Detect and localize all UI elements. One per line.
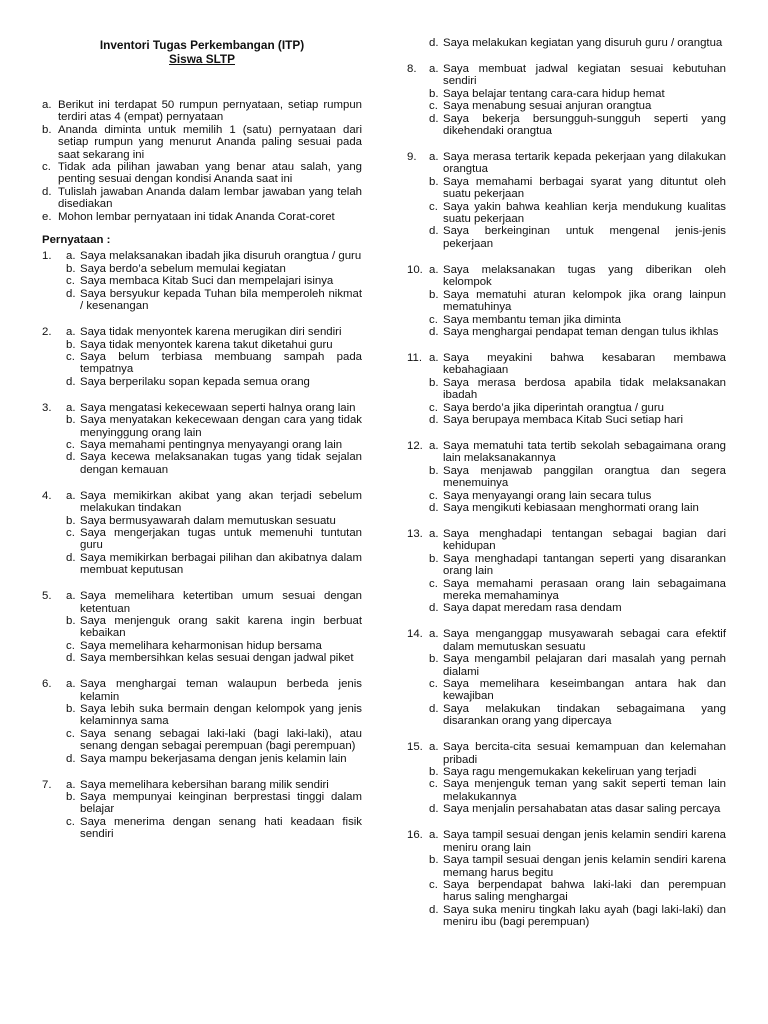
option-letter: a. — [66, 401, 76, 414]
right-column — [407, 0, 726, 942]
option-letter: b. — [429, 87, 439, 100]
option-text: Saya menyayangi orang lain secara tulus — [443, 489, 652, 502]
option-letter: c. — [429, 100, 438, 113]
option-letter: a. — [429, 741, 439, 754]
question-item — [42, 490, 362, 577]
question-item — [42, 678, 362, 765]
option-letter: b. — [66, 791, 76, 804]
question-number — [407, 176, 429, 201]
option-text: Saya tidak menyontek karena merugikan diri sendiri — [80, 326, 342, 339]
question-number: 7. — [42, 778, 52, 791]
question-option — [42, 791, 362, 816]
question-number — [407, 490, 429, 502]
question-number — [42, 288, 66, 313]
question-option — [407, 879, 726, 904]
question-option — [407, 578, 726, 603]
option-text: Saya melaksanakan tugas yang diberikan oleh kelompok — [443, 263, 726, 289]
question-number: 1. — [42, 250, 52, 263]
option-text: Saya berdo’a sebelum memulai kegiatan — [80, 262, 286, 275]
option-letter: b. — [429, 766, 439, 779]
option-letter: a. — [429, 151, 439, 164]
option-letter: d. — [429, 602, 439, 615]
option-text: Saya suka meniru tingkah laku ayah (bagi laki-laki) dan meniru ibu (bagi perempuan) — [443, 903, 726, 929]
option-text: Saya mempunyai keinginan berprestasi tinggi dalam belajar — [80, 791, 362, 816]
question-number — [42, 275, 66, 287]
option-text: Saya memahami berbagai syarat yang dituntut oleh suatu pekerjaan — [443, 175, 726, 201]
question-option — [42, 703, 362, 728]
question-option — [42, 590, 362, 615]
question-number — [42, 527, 66, 552]
option-text: Saya ragu mengemukakan kekeliruan yang terjadi — [443, 766, 697, 779]
question-option — [42, 351, 362, 376]
left-column — [42, 0, 362, 854]
option-text: Saya mengerjakan tugas untuk memenuhi tuntutan guru — [80, 526, 362, 552]
question-item — [407, 528, 726, 615]
question-option — [407, 465, 726, 490]
option-text: Saya memelihara ketertiban umum sesuai dengan ketentuan — [80, 590, 362, 615]
question-number — [407, 653, 429, 678]
option-letter: d. — [66, 551, 76, 564]
question-option — [42, 414, 362, 439]
question-number — [407, 289, 429, 314]
question-option — [407, 703, 726, 728]
question-number — [407, 326, 429, 338]
option-text: Saya memikirkan berbagai pilihan dan akibatnya dalam membuat keputusan — [80, 551, 362, 577]
option-text: Saya menghadapi tentangan sebagai bagian dari kehidupan — [443, 527, 726, 553]
option-text: Saya memelihara keseimbangan antara hak dan kewajiban — [443, 678, 726, 703]
instruction-item — [42, 161, 362, 186]
instruction-item — [42, 186, 362, 211]
question-option — [407, 904, 726, 929]
question-number — [407, 201, 429, 226]
option-text: Saya tidak menyontek karena takut diketahui guru — [80, 338, 333, 351]
question-number — [42, 451, 66, 476]
option-text: Saya menerima dengan senang hati keadaan fisik sendiri — [80, 815, 362, 841]
question-item — [407, 264, 726, 338]
option-text: Saya mengambil pelajaran dari masalah yang pernah dialami — [443, 653, 726, 678]
question-number — [407, 879, 429, 904]
question-option — [407, 176, 726, 201]
question-option — [42, 779, 362, 791]
option-text: Saya mampu bekerjasama dengan jenis kelamin lain — [80, 752, 347, 765]
option-text: Saya menjenguk teman yang sakit seperti teman lain melakukannya — [443, 778, 726, 803]
question-option — [42, 376, 362, 388]
option-text: Saya meyakini bahwa kesabaran membawa kebahagiaan — [443, 351, 726, 377]
option-letter: a. — [66, 590, 76, 603]
option-letter: c. — [66, 438, 75, 451]
option-text: Saya memelihara kebersihan barang milik sendiri — [80, 778, 329, 791]
question-number: 11. — [407, 351, 422, 364]
instruction-item — [42, 211, 362, 223]
option-letter: b. — [429, 376, 439, 389]
question-number — [42, 515, 66, 527]
question-option — [407, 829, 726, 854]
option-letter: d. — [66, 287, 76, 300]
option-text: Saya menghargai pendapat teman dengan tulus ikhlas — [443, 325, 719, 338]
question-option — [407, 678, 726, 703]
question-number — [407, 314, 429, 326]
option-text: Saya lebih suka bermain dengan kelompok yang jenis kelaminnya sama — [80, 703, 362, 728]
option-letter: c. — [429, 200, 438, 213]
question-number — [42, 414, 66, 439]
question-option — [407, 602, 726, 614]
question-number: 15. — [407, 741, 423, 754]
question-option — [407, 778, 726, 803]
question-list-right — [407, 63, 726, 929]
option-text: Saya menabung sesuai anjuran orangtua — [443, 100, 652, 113]
question-option — [42, 339, 362, 351]
question-number — [42, 816, 66, 841]
option-letter: b. — [429, 552, 439, 565]
question-option — [42, 753, 362, 765]
option-letter: c. — [66, 350, 75, 363]
question-number: 6. — [42, 678, 52, 691]
question-option — [407, 201, 726, 226]
question-number — [407, 88, 429, 100]
option-letter: d. — [429, 112, 439, 125]
question-item — [42, 326, 362, 388]
question-number — [407, 37, 429, 49]
question-option — [42, 515, 362, 527]
question-option — [407, 766, 726, 778]
option-letter: d. — [429, 325, 439, 338]
option-letter: b. — [429, 854, 439, 867]
question-option — [407, 528, 726, 553]
question-item — [407, 352, 726, 426]
option-text: Saya menjenguk orang sakit karena ingin berbuat kebaikan — [80, 615, 362, 640]
option-letter: c. — [429, 678, 438, 691]
option-text: Saya membersihkan kelas sesuai dengan jadwal piket — [80, 652, 354, 665]
option-letter: b. — [66, 514, 76, 527]
option-letter: c. — [429, 313, 438, 326]
question-option — [407, 490, 726, 502]
question-option — [407, 314, 726, 326]
option-letter: d. — [66, 375, 76, 388]
option-text: Saya mengatasi kekecewaan seperti halnya orang lain — [80, 401, 356, 414]
question-number — [42, 376, 66, 388]
question-number — [407, 678, 429, 703]
question-option — [407, 854, 726, 879]
question-option — [42, 527, 362, 552]
instruction-marker: c. — [42, 161, 51, 174]
question-option — [407, 628, 726, 653]
option-letter: c. — [429, 577, 438, 590]
option-letter: b. — [429, 288, 439, 301]
option-letter: b. — [429, 464, 439, 477]
instruction-text: Tulislah jawaban Ananda dalam lembar jawaban yang telah disediakan — [58, 185, 362, 211]
option-text: Saya senang sebagai laki-laki (bagi laki-laki), atau senang dengan sebagai perempuan (bagi perempuan) — [80, 727, 362, 753]
question-option — [42, 275, 362, 287]
option-text: Saya membuat jadwal kegiatan sesuai kebutuhan sendiri — [443, 63, 726, 88]
question-option — [407, 741, 726, 766]
question-number: 10. — [407, 263, 423, 276]
option-text: Saya menyatakan kekecewaan dengan cara yang tidak menyinggung orang lain — [80, 414, 362, 439]
question-number — [407, 100, 429, 112]
question-option — [407, 289, 726, 314]
question-option — [42, 451, 362, 476]
instruction-text: Mohon lembar pernyataan ini tidak Ananda Corat-coret — [58, 210, 335, 223]
option-letter: d. — [429, 37, 439, 49]
question-option — [407, 553, 726, 578]
option-text: Saya tampil sesuai dengan jenis kelamin sendiri karena memang harus begitu — [443, 854, 726, 879]
option-letter: a. — [429, 527, 439, 540]
instruction-text: Ananda diminta untuk memilih 1 (satu) pernyataan dari setiap rumpun yang menurut Ananda paling sesuai pada saat sekarang ini — [58, 123, 362, 161]
option-letter: d. — [429, 501, 439, 514]
question-option — [407, 326, 726, 338]
option-text: Saya melakukan tindakan sebagaimana yang disarankan orang yang dipercaya — [443, 702, 726, 728]
question-option — [407, 113, 726, 138]
question-item — [42, 402, 362, 476]
question-number — [42, 753, 66, 765]
question-number: 14. — [407, 628, 423, 641]
option-text: Saya membaca Kitab Suci dan mempelajari isinya — [80, 275, 334, 288]
option-text: Saya kecewa melaksanakan tugas yang tidak sejalan dengan kemauan — [80, 451, 362, 476]
question-number — [42, 351, 66, 376]
question-option — [407, 377, 726, 402]
question-number — [407, 225, 429, 250]
question-number — [407, 602, 429, 614]
option-text: Saya bekerja bersungguh-sungguh seperti yang dikehendaki orangtua — [443, 112, 726, 138]
option-text: Saya bercita-cita sesuai kemampuan dan kelemahan pribadi — [443, 741, 726, 766]
question-number: 4. — [42, 489, 52, 502]
question-item — [407, 440, 726, 514]
instructions-list — [42, 99, 362, 223]
instruction-marker: d. — [42, 185, 52, 198]
option-text: Saya menghargai teman walaupun berbeda jenis kelamin — [80, 678, 362, 703]
question-number — [407, 113, 429, 138]
option-letter: b. — [66, 338, 76, 351]
question-number: 9. — [407, 151, 417, 164]
option-text: Saya memahami pentingnya menyayangi orang lain — [80, 438, 343, 451]
question-number — [42, 640, 66, 652]
option-text: Saya tampil sesuai dengan jenis kelamin sendiri karena meniru orang lain — [443, 829, 726, 854]
option-letter: c. — [429, 401, 438, 414]
question-option — [407, 88, 726, 100]
question-option — [407, 151, 726, 176]
option-text: Saya menghadapi tantangan seperti yang disarankan orang lain — [443, 552, 726, 578]
option-letter: b. — [66, 615, 76, 627]
question-number: 5. — [42, 590, 52, 603]
option-letter: a. — [66, 326, 76, 339]
option-letter: d. — [429, 702, 439, 715]
question-option — [407, 37, 726, 49]
question-option — [407, 63, 726, 88]
question-number — [407, 766, 429, 778]
question-item — [42, 590, 362, 664]
question-number — [407, 778, 429, 803]
question-number — [407, 703, 429, 728]
option-text: Saya memikirkan akibat yang akan terjadi sebelum melakukan tindakan — [80, 489, 362, 515]
option-text: Saya belum terbiasa membuang sampah pada tempatnya — [80, 350, 362, 376]
option-letter: b. — [429, 653, 439, 666]
option-letter: c. — [429, 878, 438, 891]
question-number — [407, 904, 429, 929]
option-text: Saya merasa berdosa apabila tidak melaksanakan ibadah — [443, 376, 726, 402]
question-option — [42, 816, 362, 841]
instruction-marker: a. — [42, 99, 52, 111]
option-text: Saya menjawab panggilan orangtua dan segera menemuinya — [443, 464, 726, 490]
section-heading: Pernyataan : — [42, 234, 111, 247]
question-number: 2. — [42, 326, 52, 339]
question-option — [42, 552, 362, 577]
option-text: Saya melakukan kegiatan yang disuruh guru / orangtua — [443, 37, 723, 49]
question-number: 16. — [407, 829, 423, 842]
question-option — [407, 803, 726, 815]
question-number — [407, 414, 429, 426]
question-option — [42, 402, 362, 414]
question-number — [407, 377, 429, 402]
question-option — [42, 326, 362, 338]
option-letter: d. — [66, 752, 76, 765]
option-text: Saya menganggap musyawarah sebagai cara efektif dalam memutuskan sesuatu — [443, 628, 726, 653]
option-letter: a. — [66, 778, 76, 791]
option-letter: a. — [429, 263, 439, 276]
option-text: Saya bersyukur kepada Tuhan bila memperoleh nikmat / kesenangan — [80, 287, 362, 313]
instruction-text: Berikut ini terdapat 50 rumpun pernyataan, setiap rumpun terdiri atas 4 (empat) pernyataan — [58, 99, 362, 124]
option-text: Saya memelihara keharmonisan hidup bersama — [80, 639, 322, 652]
option-letter: d. — [429, 803, 439, 816]
question-number — [42, 615, 66, 640]
option-text: Saya melaksanakan ibadah jika disuruh orangtua / guru — [80, 250, 362, 263]
question-number — [42, 728, 66, 753]
question-number — [407, 502, 429, 514]
question-option — [42, 615, 362, 640]
question-number — [42, 439, 66, 451]
option-letter: c. — [429, 489, 438, 502]
question-number — [42, 339, 66, 351]
question-option — [407, 225, 726, 250]
option-text: Saya berdo’a jika diperintah orangtua / guru — [443, 401, 664, 414]
question-option — [407, 402, 726, 414]
question-item — [407, 628, 726, 727]
instruction-marker: e. — [42, 210, 52, 223]
question-option — [42, 652, 362, 664]
option-text: Saya menjalin persahabatan atas dasar saling percaya — [443, 803, 721, 816]
option-letter: c. — [66, 815, 75, 828]
question-option — [407, 502, 726, 514]
option-text: Saya berkeinginan untuk mengenal jenis-jenis pekerjaan — [443, 225, 726, 250]
question-number — [407, 803, 429, 815]
instruction-marker: b. — [42, 123, 52, 136]
option-text: Saya membantu teman jika diminta — [443, 313, 621, 326]
option-letter: a. — [429, 351, 439, 364]
question-item — [407, 741, 726, 815]
question-number — [407, 402, 429, 414]
question-option — [407, 352, 726, 377]
option-letter: b. — [66, 703, 76, 716]
question-option — [42, 263, 362, 275]
option-text: Saya bermusyawarah dalam memutuskan sesuatu — [80, 514, 336, 527]
option-letter: c. — [429, 778, 438, 791]
option-text: Saya merasa tertarik kepada pekerjaan yang dilakukan orangtua — [443, 151, 726, 176]
question-item — [42, 250, 362, 312]
question-list-left — [42, 250, 362, 840]
question-option — [42, 250, 362, 262]
question-number: 3. — [42, 401, 52, 414]
instruction-item — [42, 124, 362, 161]
option-letter: d. — [66, 652, 76, 665]
option-letter: a. — [66, 678, 76, 691]
question-continuation — [407, 37, 726, 49]
option-text: Saya yakin bahwa keahlian kerja mendukung kualitas suatu pekerjaan — [443, 200, 726, 226]
option-letter: a. — [429, 439, 439, 452]
question-number — [407, 854, 429, 879]
option-letter: d. — [66, 451, 76, 464]
option-letter: c. — [66, 727, 75, 740]
question-option — [42, 288, 362, 313]
question-number — [407, 578, 429, 603]
question-number — [407, 553, 429, 578]
option-letter: b. — [66, 414, 76, 427]
option-letter: c. — [66, 275, 75, 288]
option-text: Saya berpendapat bahwa laki-laki dan perempuan harus saling menghargai — [443, 878, 726, 904]
question-number — [42, 791, 66, 816]
question-item — [42, 779, 362, 841]
question-option — [42, 678, 362, 703]
question-option — [42, 439, 362, 451]
option-letter: a. — [66, 250, 76, 263]
question-option — [42, 728, 362, 753]
question-number — [42, 552, 66, 577]
question-number — [42, 263, 66, 275]
option-letter: b. — [429, 175, 439, 188]
question-option — [407, 100, 726, 112]
option-text: Saya belajar tentang cara-cara hidup hemat — [443, 87, 665, 100]
option-letter: d. — [429, 413, 439, 426]
option-letter: b. — [66, 262, 76, 275]
question-option — [407, 440, 726, 465]
question-number: 8. — [407, 63, 417, 75]
question-number: 12. — [407, 439, 423, 452]
option-letter: a. — [66, 489, 76, 502]
option-text: Saya berperilaku sopan kepada semua orang — [80, 375, 310, 388]
option-letter: a. — [429, 628, 439, 641]
option-letter: c. — [66, 526, 75, 539]
option-letter: d. — [429, 903, 439, 916]
question-item — [407, 829, 726, 928]
question-option — [42, 490, 362, 515]
question-item — [407, 63, 726, 137]
document-title: Inventori Tugas Perkembangan (ITP) — [99, 38, 305, 52]
question-option — [407, 653, 726, 678]
option-letter: d. — [429, 225, 439, 238]
question-number: 13. — [407, 527, 423, 540]
question-number — [42, 652, 66, 664]
question-item — [407, 151, 726, 250]
option-text: Saya dapat meredam rasa dendam — [443, 602, 622, 615]
title-block — [42, 0, 362, 66]
option-text: Saya memahami perasaan orang lain sebagaimana mereka memahaminya — [443, 577, 726, 602]
question-option — [42, 640, 362, 652]
instruction-text: Tidak ada pilihan jawaban yang benar atau salah, yang penting sesuai dengan kondisi Ananda saat ini — [58, 161, 362, 186]
option-text: Saya mematuhi tata tertib sekolah sebagaimana orang lain melaksanakannya — [443, 439, 726, 465]
document-subtitle: Siswa SLTP — [169, 51, 235, 66]
option-letter: a. — [429, 63, 439, 75]
option-text: Saya mengikuti kebiasaan menghormati orang lain — [443, 501, 699, 514]
option-letter: c. — [66, 639, 75, 652]
question-option — [407, 264, 726, 289]
question-number — [42, 703, 66, 728]
question-option — [407, 414, 726, 426]
option-text: Saya mematuhi aturan kelompok jika orang lainpun mematuhinya — [443, 288, 726, 314]
option-letter: a. — [429, 829, 439, 842]
question-number — [407, 465, 429, 490]
instruction-item — [42, 99, 362, 124]
option-text: Saya berupaya membaca Kitab Suci setiap hari — [443, 413, 683, 426]
